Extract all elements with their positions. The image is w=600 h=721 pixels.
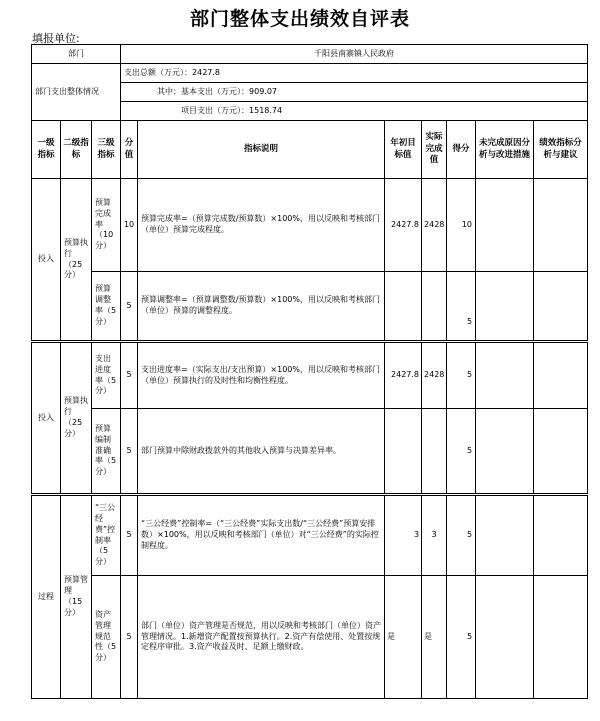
- header-level2: 二级指标: [61, 121, 92, 179]
- row-description: 支出进度率=（实际支出/支出预算）×100%，用以反映和考核部门（单位）预算执行的及时性和均衡性程度。: [138, 342, 385, 409]
- row-actual: [422, 272, 447, 342]
- row-score: 5: [447, 495, 476, 576]
- row-suggest: [534, 179, 588, 272]
- header-level3: 三级指标: [92, 121, 121, 179]
- header-weight: 分值: [121, 121, 138, 179]
- row-score: 10: [447, 179, 476, 272]
- overall-label: 部门支出整体情况: [32, 64, 121, 121]
- section-level2: 预算执行（25分）: [61, 342, 92, 495]
- section-level2: 预算执行（25分）: [61, 179, 92, 342]
- row-description: 部门（单位）资产管理是否规范，用以反映和考核部门（单位）资产管理情况。1.新增资产配置按预算执行。2.资产有偿使用、处置按规定程序审批。3.资产收益及时、足额上缴财政。: [138, 576, 385, 699]
- row-actual: 是: [422, 576, 447, 699]
- row-level3: 预算调整率（5分）: [92, 272, 121, 342]
- row-description: “三公经费”控制率=（“三公经费”实际支出数/“三公经费”预算安排数）×100%，用以反映和考核部门（单位）对“三公经费”的实际控制程度。: [138, 495, 385, 576]
- row-analysis: [476, 409, 534, 495]
- section-level2: 预算管理（15分）: [61, 495, 92, 699]
- row-target: [385, 409, 422, 495]
- row-score: 5: [447, 342, 476, 409]
- evaluation-table: [31, 44, 588, 699]
- row-target: 2427.8: [385, 342, 422, 409]
- header-analysis: 未完成原因分析与改进措施: [476, 121, 534, 179]
- row-weight: 5: [121, 409, 138, 495]
- row-analysis: [476, 272, 534, 342]
- row-weight: 5: [121, 495, 138, 576]
- row-score: 5: [447, 576, 476, 699]
- header-suggest: 绩效指标分析与建议: [534, 121, 588, 179]
- row-analysis: [476, 495, 534, 576]
- row-score: 5: [447, 409, 476, 495]
- row-analysis: [476, 342, 534, 409]
- row-weight: 5: [121, 576, 138, 699]
- row-suggest: [534, 495, 588, 576]
- row-suggest: [534, 576, 588, 699]
- budget-total: 支出总额（万元）：2427.8: [121, 64, 588, 83]
- section-level1: 投入: [32, 342, 61, 495]
- row-level3: “三公经费”控制率（5分）: [92, 495, 121, 576]
- row-actual: 2428: [422, 179, 447, 272]
- row-level3: 支出进度率（5分）: [92, 342, 121, 409]
- row-description: 预算调整率=（预算调整数/预算数）×100%，用以反映和考核部门（单位）预算的调整程度。: [138, 272, 385, 342]
- row-weight: 5: [121, 342, 138, 409]
- basic-expense: 其中：基本支出（万元）：909.07: [121, 83, 588, 102]
- row-suggest: [534, 409, 588, 495]
- row-target: 2427.8: [385, 179, 422, 272]
- row-target: 3: [385, 495, 422, 576]
- row-actual: 3: [422, 495, 447, 576]
- page-title: 部门整体支出绩效自评表: [189, 8, 410, 30]
- section-level1: 投入: [32, 179, 61, 342]
- row-actual: [422, 409, 447, 495]
- row-level3: 预算完成率（10分）: [92, 179, 121, 272]
- dept-label: 部门: [32, 45, 121, 64]
- row-description: 预算完成率=（预算完成数/预算数）×100%，用以反映和考核部门（单位）预算完成程度。: [138, 179, 385, 272]
- row-actual: 2428: [422, 342, 447, 409]
- fill-unit-label: 填报单位:: [32, 32, 80, 45]
- row-weight: 10: [121, 179, 138, 272]
- row-description: 部门预算中除财政拨款外的其他收入预算与决算差异率。: [138, 409, 385, 495]
- row-level3: 预算编制准确率（5分）: [92, 409, 121, 495]
- header-description: 指标说明: [138, 121, 385, 179]
- header-actual: 实际完成值: [422, 121, 447, 179]
- section-level1: 过程: [32, 495, 61, 699]
- row-target: [385, 272, 422, 342]
- row-suggest: [534, 342, 588, 409]
- header-level1: 一级指标: [32, 121, 61, 179]
- row-score: 5: [447, 272, 476, 342]
- row-level3: 资产管理规范性（5分）: [92, 576, 121, 699]
- row-weight: 5: [121, 272, 138, 342]
- dept-value: 千阳县南寨镇人民政府: [121, 45, 588, 64]
- row-target: 是: [385, 576, 422, 699]
- row-suggest: [534, 272, 588, 342]
- header-score: 得分: [447, 121, 476, 179]
- project-expense: 项目支出（万元）：1518.74: [121, 102, 588, 121]
- row-analysis: [476, 179, 534, 272]
- header-target: 年初目标值: [385, 121, 422, 179]
- row-analysis: [476, 576, 534, 699]
